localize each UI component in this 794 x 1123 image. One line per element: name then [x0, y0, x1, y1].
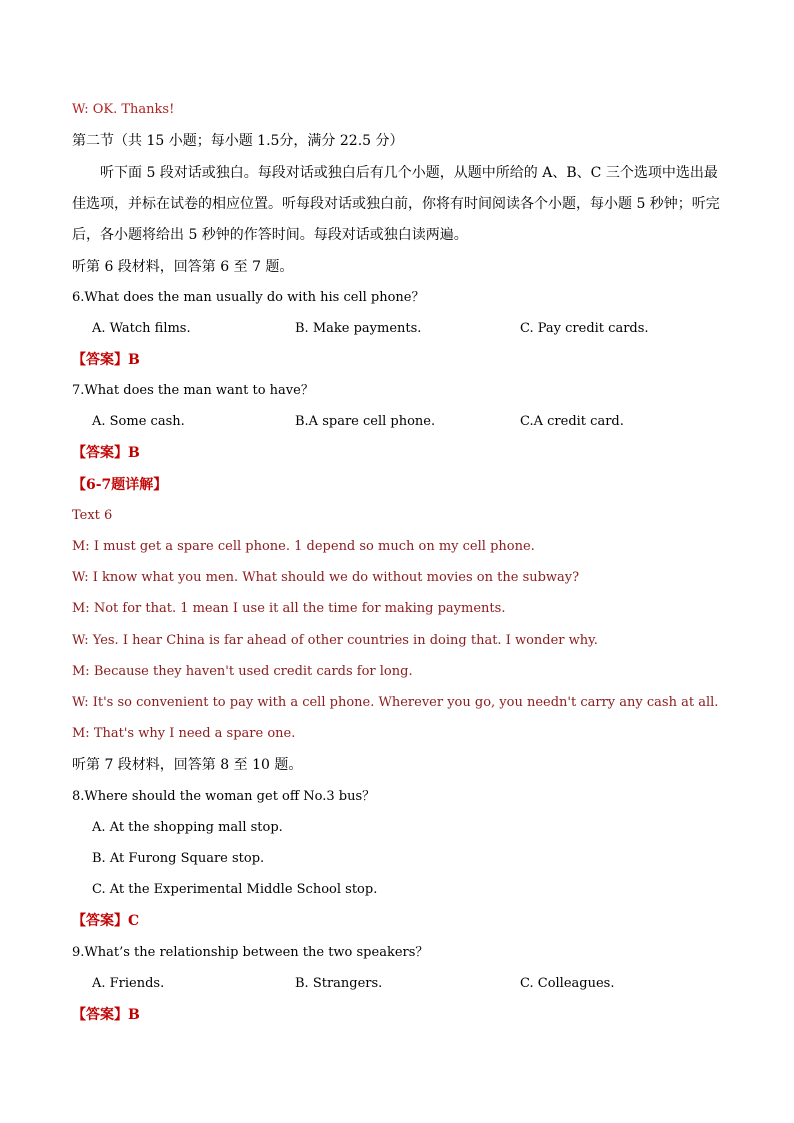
question-6-option-b: B. Make payments.	[295, 321, 422, 336]
question-8-option-a: A. At the shopping mall stop.	[92, 820, 283, 835]
dialogue-line-2: W: I know what you men. What should we do without movies on the subway?	[72, 570, 580, 585]
dialogue-line-6: W: It's so convenient to pay with a cell phone. Wherever you go, you needn't carry any cash at all.	[72, 695, 719, 710]
explanation-heading-6-7: 【6-7题详解】	[72, 477, 168, 493]
question-7-option-b: B.A spare cell phone.	[295, 414, 436, 429]
question-8-option-b: B. At Furong Square stop.	[92, 851, 265, 866]
listen-heading-7: 听第 7 段材料，回答第 8 至 10 题。	[72, 757, 303, 773]
question-7: 7.What does the man want to have？	[72, 383, 314, 398]
question-6-option-a: A. Watch films.	[92, 321, 191, 336]
dialogue-line-4: W: Yes. I hear China is far ahead of other countries in doing that. I wonder why.	[72, 633, 598, 648]
dialogue-line-5: M: Because they haven't used credit cards for long.	[72, 664, 413, 679]
dialogue-line-3: M: Not for that. 1 mean I use it all the time for making payments.	[72, 601, 506, 616]
question-9-option-b: B. Strangers.	[295, 976, 383, 991]
answer-6: 【答案】B	[72, 352, 140, 368]
question-8-option-c: C. At the Experimental Middle School stop.	[92, 882, 378, 897]
question-8: 8.Where should the woman get off No.3 bus？	[72, 789, 376, 804]
question-9-option-c: C. Colleagues.	[520, 976, 615, 991]
question-7-option-a: A. Some cash.	[92, 414, 185, 429]
answer-9: 【答案】B	[72, 1007, 140, 1023]
question-6: 6.What does the man usually do with his cell phone？	[72, 290, 425, 305]
text-6-label: Text 6	[72, 508, 113, 523]
answer-7: 【答案】B	[72, 445, 140, 461]
question-9: 9.What’s the relationship between the two speakers？	[72, 945, 429, 960]
question-9-option-a: A. Friends.	[92, 976, 165, 991]
question-7-option-c: C.A credit card.	[520, 414, 624, 429]
section-heading: 第二节（共 15 小题；每小题 1.5分，满分 22.5 分）	[72, 133, 404, 149]
listen-heading-6: 听第 6 段材料，回答第 6 至 7 题。	[72, 259, 294, 275]
instruction-paragraph: 听下面 5 段对话或独白。每段对话或独白后有几个小题，从题中所给的 A、B、C 三个选项中选出最佳选项，并标在试卷的相应位置。听每段对话或独白前，你将有时间阅读各个小题，每小题 5 秒钟；听完后，各小题将给出 5 秒钟的作答时间。每段对话或独白读两遍。	[72, 165, 720, 243]
question-6-option-c: C. Pay credit cards.	[520, 321, 649, 336]
dialogue-line-w-ok: W: OK. Thanks!	[72, 102, 175, 117]
dialogue-line-7: M: That's why I need a spare one.	[72, 726, 296, 741]
answer-8: 【答案】C	[72, 913, 140, 929]
dialogue-line-1: M: I must get a spare cell phone. 1 depend so much on my cell phone.	[72, 539, 535, 554]
